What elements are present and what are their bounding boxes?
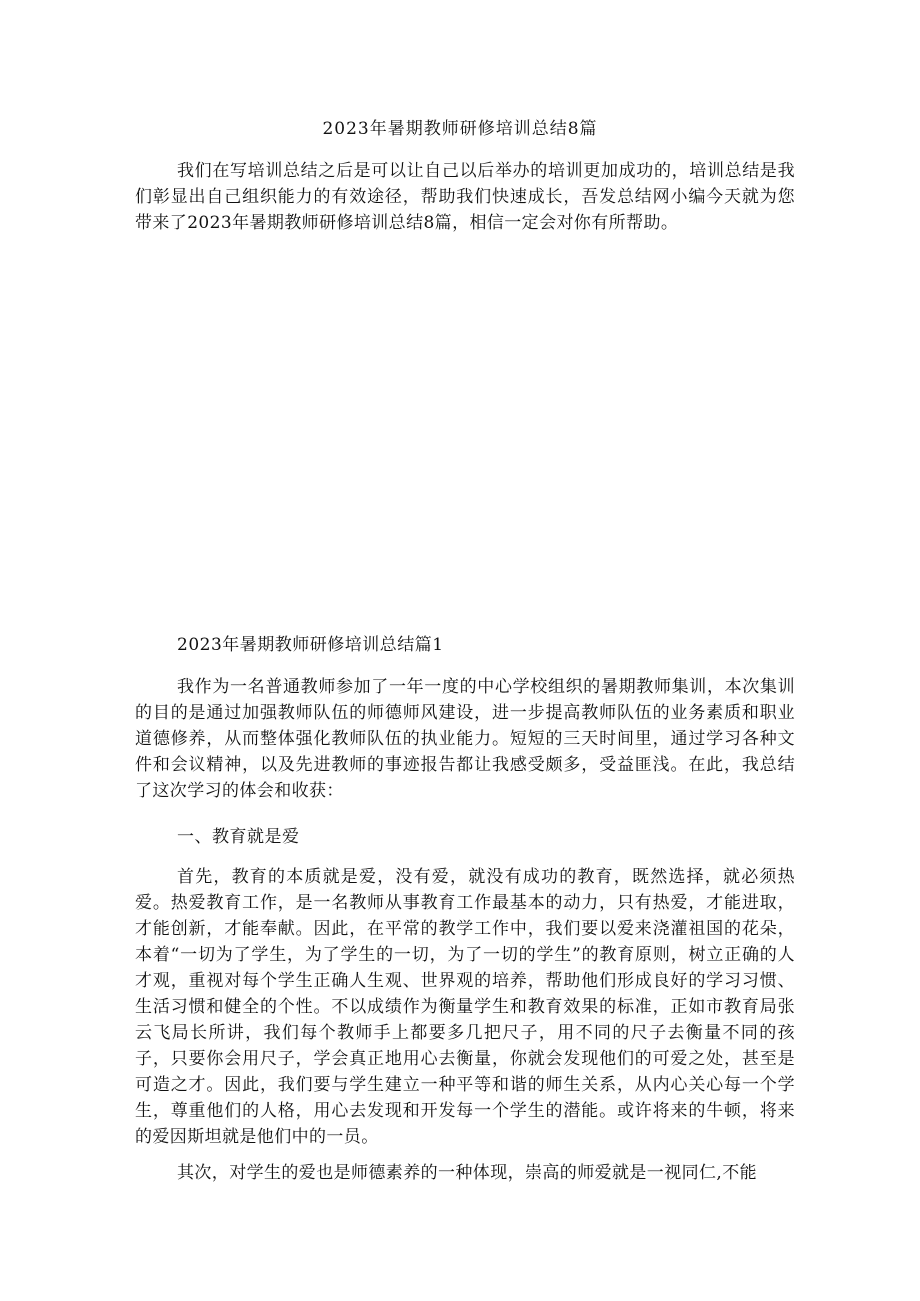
body-paragraph: 我作为一名普通教师参加了一年一度的中心学校组织的暑期教师集训，本次集训的目的是通过加强教师队伍的师德师风建设，进一步提高教师队伍的业务素质和职业道德修养，从而整体强化教师队伍的执业能力。短短的三天时间里，通过学习各种文件和会议精神，以及先进教师的事迹报告都让我感受颇多，受益匪浅。在此，我总结了这次学习的体会和收获： [135, 677, 795, 801]
section-heading: 2023年暑期教师研修培训总结篇1 [177, 635, 444, 655]
subsection-heading: 一、教育就是爱 [177, 827, 300, 847]
document-title: 2023年暑期教师研修培训总结8篇 [322, 119, 598, 139]
intro-paragraph: 我们在写培训总结之后是可以让自己以后举办的培训更加成功的，培训总结是我们彰显出自己组织能力的有效途径，帮助我们快速成长，吾发总结网小编今天就为您带来了2023年暑期教师研修培训总结8篇，相信一定会对你有所帮助。 [135, 161, 795, 233]
body-paragraph: 首先，教育的本质就是爱，没有爱，就没有成功的教育，既然选择，就必须热爱。热爱教育工作，是一名教师从事教育工作最基本的动力，只有热爱，才能进取，才能创新，才能奉献。因此，在平常的教学工作中，我们要以爱来浇灌祖国的花朵，本着“一切为了学生，为了学生的一切，为了一切的学生”的教育原则，树立正确的人才观，重视对每个学生正确人生观、世界观的培养，帮助他们形成良好的学习习惯、生活习惯和健全的个性。不以成绩作为衡量学生和教育效果的标准，正如市教育局张云飞局长所讲，我们每个教师手上都要多几把尺子，用不同的尺子去衡量不同的孩子，只要你会用尺子，学会真正地用心去衡量，你就会发现他们的可爱之处，甚至是可造之才。因此，我们要与学生建立一种平等和谐的师生关系，从内心关心每一个学生，尊重他们的人格，用心去发现和开发每一个学生的潜能。或许将来的牛顿，将来的爱因斯坦就是他们中的一员。 [135, 867, 795, 1147]
body-paragraph: 其次，对学生的爱也是师德素养的一种体现，崇高的师爱就是一视同仁,不能 [177, 1163, 758, 1183]
